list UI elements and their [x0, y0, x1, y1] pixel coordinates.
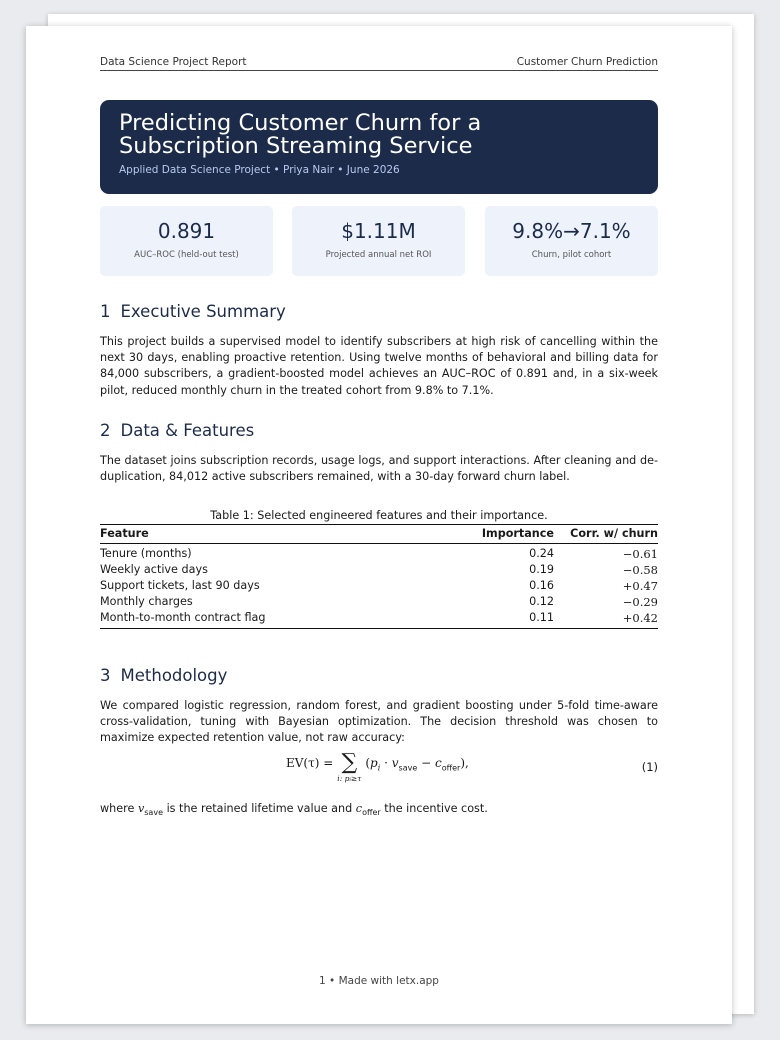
cell-importance: 0.24 — [529, 547, 554, 560]
cell-feature: Support tickets, last 90 days — [100, 579, 260, 592]
paragraph-data: The dataset joins subscription records, usage logs, and support interactions. After cleaning and de-duplication, 84,012 active subscribers remained, with a 30-day forward churn label. — [100, 454, 658, 484]
page-content — [100, 26, 658, 1024]
title-line-2: Subscription Streaming Service — [119, 133, 473, 159]
section-title: Executive Summary — [120, 302, 286, 321]
summation-subscript: i: pᵢ≥τ — [337, 774, 362, 783]
kpi-label: AUC–ROC (held-out test) — [134, 250, 239, 260]
table-caption: Table 1: Selected engineered features and their importance. — [210, 509, 548, 522]
section-heading-methodology — [100, 666, 658, 685]
equation-row — [100, 752, 658, 796]
document-page — [26, 26, 732, 1024]
cell-feature: Weekly active days — [100, 563, 208, 576]
cell-feature: Month-to-month contract flag — [100, 611, 266, 624]
where-mid: is the retained lifetime value and — [166, 802, 353, 815]
kpi-value: $1.11M — [341, 219, 416, 243]
kpi-value: 9.8%→7.1% — [512, 219, 631, 243]
paragraph-summary: This project builds a supervised model to identify subscribers at high risk of cancelling within the next 30 days, enabling proactive retention. Using twelve months of behavioral and billing data for 84,000 subscribers, a gradient-boosted model achieves an AUC–ROC of 0.891 and, in a six-week pilot, reduced monthly churn in the treated cohort from 9.8% to 7.1%. — [100, 335, 658, 397]
cell-corr: −0.29 — [622, 595, 658, 609]
col-header-importance: Importance — [474, 525, 554, 544]
cell-importance: 0.19 — [529, 563, 554, 576]
cell-importance: 0.11 — [529, 611, 554, 624]
title-line-1: Predicting Customer Churn for a — [119, 110, 482, 136]
col-header-corr: Corr. w/ churn — [554, 525, 658, 544]
features-table — [100, 524, 658, 629]
summation-symbol: ∑ i: pᵢ≥τ — [337, 750, 362, 783]
where-suffix: the incentive cost. — [384, 802, 488, 815]
kpi-value: 0.891 — [157, 219, 216, 243]
page-footer: 1 • Made with letx.app — [319, 975, 439, 987]
section-title: Data & Features — [120, 421, 255, 440]
cell-feature: Tenure (months) — [100, 547, 192, 560]
table-row — [100, 562, 658, 578]
running-head-left: Data Science Project Report — [100, 56, 247, 68]
section-heading-executive-summary — [100, 302, 658, 321]
equation-explanation: where $v_{save}$ is the retained lifetime value and $c_{offer}$ the incentive cost. — [100, 802, 488, 818]
equation-ev — [286, 750, 469, 783]
equation-number: (1) — [641, 760, 658, 774]
table-header-row — [100, 525, 658, 544]
kpi-label: Projected annual net ROI — [325, 250, 432, 260]
kpi-card-roi — [292, 206, 465, 276]
kpi-row — [100, 206, 658, 276]
running-head-right: Customer Churn Prediction — [516, 56, 658, 68]
kpi-label: Churn, pilot cohort — [531, 250, 612, 260]
paragraph-method: We compared logistic regression, random forest, and gradient boosting under 5-fold time-aware cross-validation, tuning with Bayesian optimization. The decision threshold was chosen to maximize expected retention value, not raw accuracy: — [100, 699, 658, 745]
cell-corr: −0.61 — [622, 547, 658, 561]
col-header-feature: Feature — [100, 525, 474, 544]
equation-rhs: $(p_i \cdot v_{save} - c_{offer})$, — [365, 756, 469, 773]
table-row — [100, 544, 658, 563]
equation-lhs: EV(τ) = — [286, 756, 334, 770]
section-number: 1 — [100, 302, 111, 321]
table-row — [100, 594, 658, 610]
title-banner — [100, 100, 658, 194]
table-row — [100, 578, 658, 594]
table-row — [100, 610, 658, 629]
cell-importance: 0.12 — [529, 595, 554, 608]
byline: Applied Data Science Project • Priya Nair • June 2026 — [119, 164, 400, 176]
section-number: 2 — [100, 421, 111, 440]
running-head — [100, 56, 658, 71]
cell-importance: 0.16 — [529, 579, 554, 592]
paper-title — [119, 112, 639, 158]
cell-feature: Monthly charges — [100, 595, 193, 608]
cell-corr: +0.42 — [622, 611, 658, 625]
section-title: Methodology — [120, 666, 228, 685]
cell-corr: −0.58 — [622, 563, 658, 577]
kpi-card-churn — [485, 206, 658, 276]
section-heading-data-features — [100, 421, 658, 440]
cell-corr: +0.47 — [622, 579, 658, 593]
section-number: 3 — [100, 666, 111, 685]
where-prefix: where — [100, 802, 135, 815]
kpi-card-auc — [100, 206, 273, 276]
